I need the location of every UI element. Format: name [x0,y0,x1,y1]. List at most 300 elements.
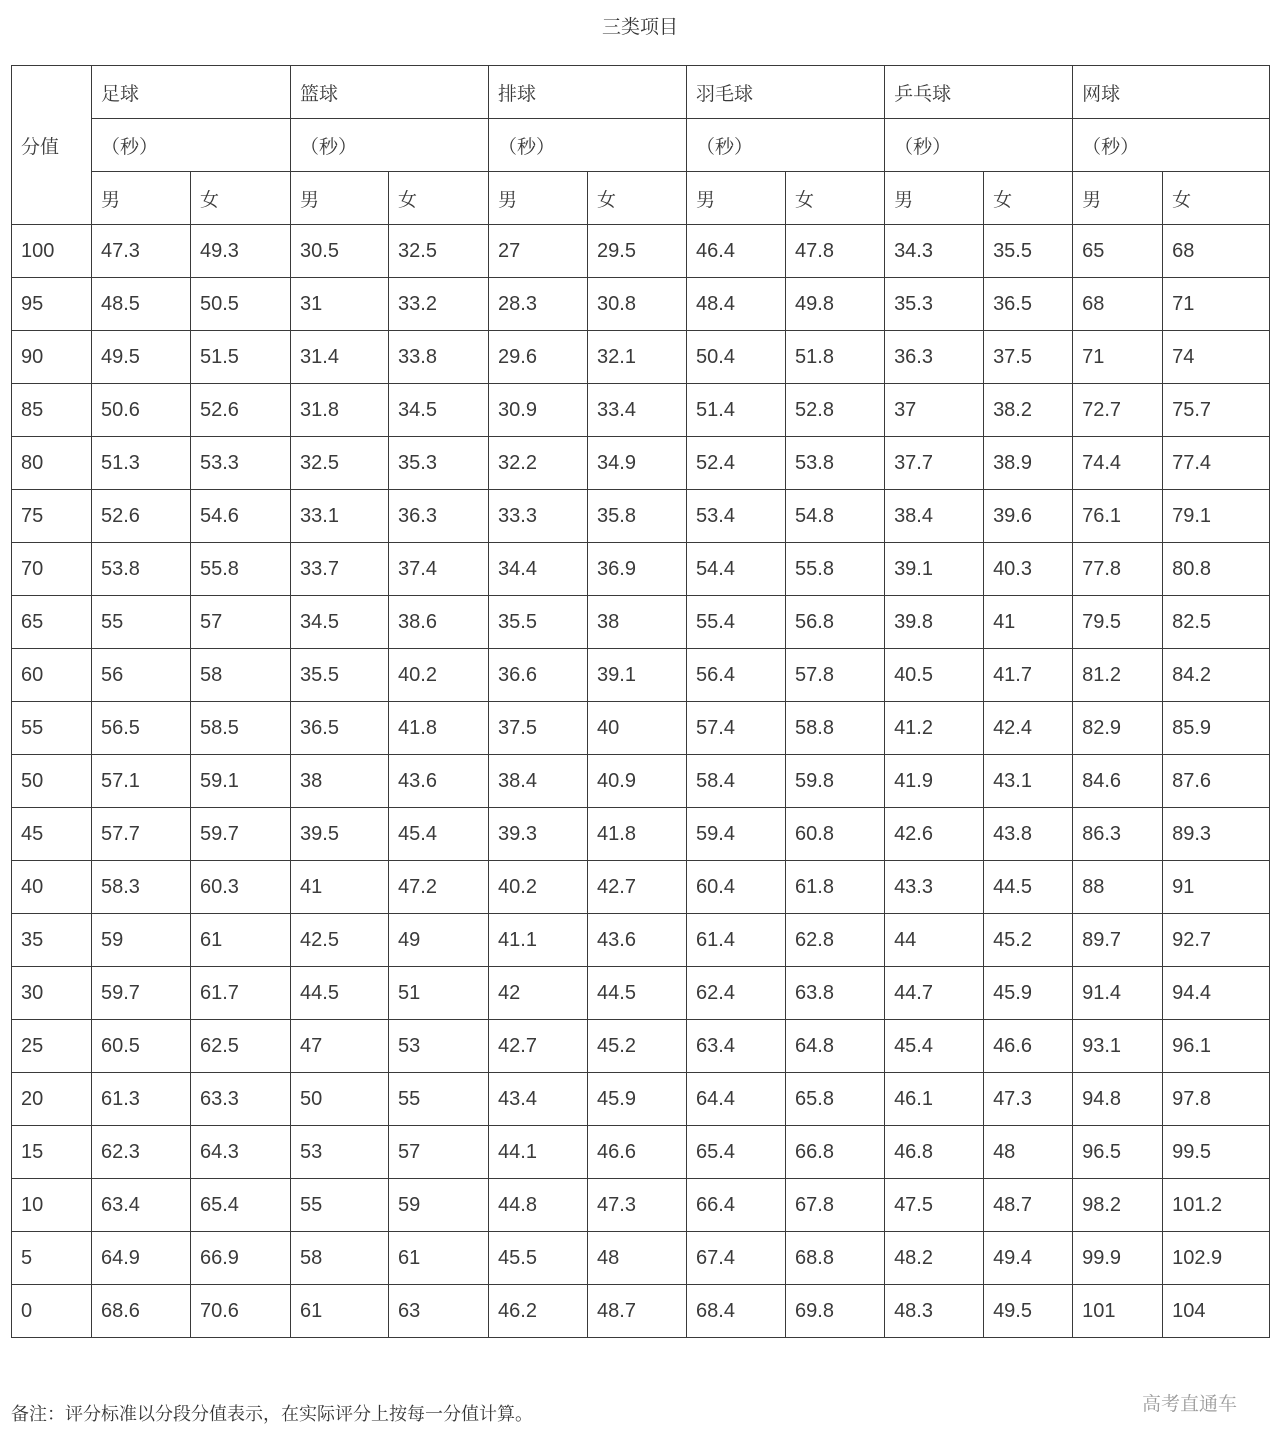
time-cell: 30.9 [489,384,588,437]
time-cell: 61 [389,1232,489,1285]
table-row [12,490,1270,543]
time-cell: 48.7 [588,1285,687,1338]
time-cell: 33.1 [291,490,389,543]
time-cell: 39.1 [885,543,984,596]
time-cell: 70.6 [191,1285,291,1338]
time-cell: 38.4 [885,490,984,543]
time-cell: 61.8 [786,861,885,914]
time-cell: 45.5 [489,1232,588,1285]
time-cell: 57 [389,1126,489,1179]
time-cell: 34.5 [291,596,389,649]
time-cell: 35.5 [489,596,588,649]
time-cell: 50.5 [191,278,291,331]
score-cell: 65 [12,596,92,649]
unit-header: （秒） [489,119,687,172]
time-cell: 33.8 [389,331,489,384]
time-cell: 38.2 [984,384,1073,437]
table-row [12,861,1270,914]
score-cell: 10 [12,1179,92,1232]
time-cell: 51.8 [786,331,885,384]
time-cell: 42.7 [588,861,687,914]
male-header: 男 [885,172,984,225]
time-cell: 71 [1073,331,1163,384]
time-cell: 58.5 [191,702,291,755]
time-cell: 94.8 [1073,1073,1163,1126]
time-cell: 49.3 [191,225,291,278]
score-cell: 70 [12,543,92,596]
time-cell: 40 [588,702,687,755]
time-cell: 30.8 [588,278,687,331]
time-cell: 65.8 [786,1073,885,1126]
time-cell: 59 [389,1179,489,1232]
score-cell: 100 [12,225,92,278]
sport-header: 足球 [92,66,291,119]
time-cell: 49.5 [984,1285,1073,1338]
time-cell: 36.5 [291,702,389,755]
page-title: 三类项目 [601,16,678,38]
time-cell: 101 [1073,1285,1163,1338]
time-cell: 49.8 [786,278,885,331]
time-cell: 47.5 [885,1179,984,1232]
time-cell: 61.7 [191,967,291,1020]
score-cell: 35 [12,914,92,967]
unit-header: （秒） [291,119,489,172]
time-cell: 58.4 [687,755,786,808]
time-cell: 55 [389,1073,489,1126]
female-header: 女 [588,172,687,225]
time-cell: 33.7 [291,543,389,596]
time-cell: 84.6 [1073,755,1163,808]
time-cell: 52.6 [191,384,291,437]
time-cell: 63.3 [191,1073,291,1126]
time-cell: 64.8 [786,1020,885,1073]
time-cell: 65.4 [687,1126,786,1179]
time-cell: 50 [291,1073,389,1126]
time-cell: 64.3 [191,1126,291,1179]
time-cell: 36.3 [389,490,489,543]
male-header: 男 [489,172,588,225]
time-cell: 36.3 [885,331,984,384]
time-cell: 74 [1163,331,1270,384]
time-cell: 55 [291,1179,389,1232]
time-cell: 45.2 [588,1020,687,1073]
time-cell: 56.4 [687,649,786,702]
female-header: 女 [786,172,885,225]
unit-header: （秒） [687,119,885,172]
time-cell: 32.2 [489,437,588,490]
table-row [12,702,1270,755]
header-row-sports [12,66,1270,119]
score-cell: 75 [12,490,92,543]
time-cell: 39.3 [489,808,588,861]
table-row [12,808,1270,861]
score-cell: 15 [12,1126,92,1179]
time-cell: 44.5 [291,967,389,1020]
time-cell: 59.4 [687,808,786,861]
time-cell: 68 [1163,225,1270,278]
time-cell: 34.3 [885,225,984,278]
time-cell: 96.5 [1073,1126,1163,1179]
time-cell: 61 [291,1285,389,1338]
time-cell: 47.8 [786,225,885,278]
time-cell: 57.8 [786,649,885,702]
time-cell: 54.6 [191,490,291,543]
time-cell: 44.7 [885,967,984,1020]
time-cell: 43.6 [389,755,489,808]
time-cell: 67.8 [786,1179,885,1232]
female-header: 女 [984,172,1073,225]
time-cell: 94.4 [1163,967,1270,1020]
female-header: 女 [1163,172,1270,225]
time-cell: 34.4 [489,543,588,596]
time-cell: 79.1 [1163,490,1270,543]
time-cell: 65.4 [191,1179,291,1232]
time-cell: 53 [291,1126,389,1179]
footnote: 备注：评分标准以分段分值表示，在实际评分上按每一分值计算。 [11,1404,533,1425]
time-cell: 38.4 [489,755,588,808]
time-cell: 40.5 [885,649,984,702]
time-cell: 36.5 [984,278,1073,331]
time-cell: 60.4 [687,861,786,914]
time-cell: 41 [291,861,389,914]
time-cell: 41.1 [489,914,588,967]
table-row [12,1126,1270,1179]
time-cell: 58 [291,1232,389,1285]
time-cell: 68.8 [786,1232,885,1285]
time-cell: 54.8 [786,490,885,543]
table-row [12,967,1270,1020]
time-cell: 61 [191,914,291,967]
time-cell: 53.8 [92,543,191,596]
time-cell: 43.1 [984,755,1073,808]
time-cell: 40.2 [389,649,489,702]
time-cell: 55 [92,596,191,649]
time-cell: 81.2 [1073,649,1163,702]
time-cell: 62.8 [786,914,885,967]
time-cell: 51.5 [191,331,291,384]
time-cell: 43.4 [489,1073,588,1126]
time-cell: 99.9 [1073,1232,1163,1285]
time-cell: 45.9 [588,1073,687,1126]
time-cell: 29.5 [588,225,687,278]
time-cell: 68.6 [92,1285,191,1338]
time-cell: 84.2 [1163,649,1270,702]
time-cell: 38.6 [389,596,489,649]
time-cell: 66.4 [687,1179,786,1232]
time-cell: 34.9 [588,437,687,490]
time-cell: 31 [291,278,389,331]
score-header: 分值 [12,66,92,225]
time-cell: 66.9 [191,1232,291,1285]
score-cell: 50 [12,755,92,808]
time-cell: 88 [1073,861,1163,914]
time-cell: 53 [389,1020,489,1073]
male-header: 男 [92,172,191,225]
score-cell: 85 [12,384,92,437]
time-cell: 46.1 [885,1073,984,1126]
time-cell: 55.8 [191,543,291,596]
time-cell: 45.2 [984,914,1073,967]
time-cell: 39.5 [291,808,389,861]
time-cell: 42.5 [291,914,389,967]
score-cell: 30 [12,967,92,1020]
sport-header: 乒乓球 [885,66,1073,119]
time-cell: 68.4 [687,1285,786,1338]
time-cell: 36.9 [588,543,687,596]
time-cell: 43.6 [588,914,687,967]
time-cell: 59 [92,914,191,967]
time-cell: 47 [291,1020,389,1073]
time-cell: 49.4 [984,1232,1073,1285]
time-cell: 91.4 [1073,967,1163,1020]
score-cell: 5 [12,1232,92,1285]
time-cell: 55.8 [786,543,885,596]
time-cell: 47.3 [984,1073,1073,1126]
time-cell: 87.6 [1163,755,1270,808]
time-cell: 75.7 [1163,384,1270,437]
time-cell: 50.6 [92,384,191,437]
male-header: 男 [687,172,786,225]
score-cell: 0 [12,1285,92,1338]
time-cell: 39.8 [885,596,984,649]
time-cell: 27 [489,225,588,278]
time-cell: 50.4 [687,331,786,384]
time-cell: 48 [984,1126,1073,1179]
table-row [12,1020,1270,1073]
time-cell: 72.7 [1073,384,1163,437]
time-cell: 82.5 [1163,596,1270,649]
time-cell: 47.2 [389,861,489,914]
time-cell: 58 [191,649,291,702]
time-cell: 85.9 [1163,702,1270,755]
time-cell: 48.7 [984,1179,1073,1232]
time-cell: 38.9 [984,437,1073,490]
score-cell: 95 [12,278,92,331]
time-cell: 48.4 [687,278,786,331]
table-row [12,755,1270,808]
time-cell: 45.4 [389,808,489,861]
male-header: 男 [1073,172,1163,225]
time-cell: 55.4 [687,596,786,649]
time-cell: 35.3 [389,437,489,490]
time-cell: 82.9 [1073,702,1163,755]
time-cell: 49 [389,914,489,967]
unit-header: （秒） [1073,119,1270,172]
table-row [12,225,1270,278]
time-cell: 41.7 [984,649,1073,702]
sport-header: 篮球 [291,66,489,119]
time-cell: 89.7 [1073,914,1163,967]
time-cell: 48.2 [885,1232,984,1285]
time-cell: 53.4 [687,490,786,543]
header-row-gender [12,172,1270,225]
time-cell: 42.4 [984,702,1073,755]
time-cell: 43.3 [885,861,984,914]
table-row [12,1285,1270,1338]
time-cell: 69.8 [786,1285,885,1338]
male-header: 男 [291,172,389,225]
time-cell: 63 [389,1285,489,1338]
time-cell: 61.3 [92,1073,191,1126]
table-row [12,1073,1270,1126]
score-cell: 55 [12,702,92,755]
time-cell: 47.3 [588,1179,687,1232]
time-cell: 52.4 [687,437,786,490]
time-cell: 41 [984,596,1073,649]
time-cell: 35.5 [291,649,389,702]
time-cell: 60.8 [786,808,885,861]
time-cell: 44.8 [489,1179,588,1232]
time-cell: 62.5 [191,1020,291,1073]
time-cell: 93.1 [1073,1020,1163,1073]
score-cell: 20 [12,1073,92,1126]
time-cell: 46.6 [588,1126,687,1179]
time-cell: 53.8 [786,437,885,490]
table-row [12,596,1270,649]
time-cell: 31.8 [291,384,389,437]
sport-header: 网球 [1073,66,1270,119]
time-cell: 45.4 [885,1020,984,1073]
time-cell: 65 [1073,225,1163,278]
time-cell: 57.4 [687,702,786,755]
time-cell: 32.1 [588,331,687,384]
time-cell: 59.7 [92,967,191,1020]
time-cell: 63.4 [687,1020,786,1073]
time-cell: 42.6 [885,808,984,861]
time-cell: 46.4 [687,225,786,278]
score-cell: 25 [12,1020,92,1073]
time-cell: 62.3 [92,1126,191,1179]
table-row [12,331,1270,384]
time-cell: 47.3 [92,225,191,278]
time-cell: 57 [191,596,291,649]
header-row-units [12,119,1270,172]
time-cell: 43.8 [984,808,1073,861]
score-cell: 45 [12,808,92,861]
time-cell: 66.8 [786,1126,885,1179]
watermark: 高考直通车 [1142,1393,1238,1415]
table-row [12,437,1270,490]
time-cell: 52.8 [786,384,885,437]
scoring-table [11,65,1270,1338]
time-cell: 102.9 [1163,1232,1270,1285]
time-cell: 74.4 [1073,437,1163,490]
time-cell: 38 [588,596,687,649]
time-cell: 63.4 [92,1179,191,1232]
time-cell: 58.8 [786,702,885,755]
time-cell: 31.4 [291,331,389,384]
time-cell: 37.5 [489,702,588,755]
time-cell: 41.8 [588,808,687,861]
time-cell: 32.5 [389,225,489,278]
unit-header: （秒） [885,119,1073,172]
time-cell: 37.4 [389,543,489,596]
time-cell: 57.7 [92,808,191,861]
time-cell: 35.3 [885,278,984,331]
time-cell: 28.3 [489,278,588,331]
score-cell: 80 [12,437,92,490]
table-row [12,384,1270,437]
time-cell: 91 [1163,861,1270,914]
time-cell: 33.2 [389,278,489,331]
time-cell: 76.1 [1073,490,1163,543]
time-cell: 57.1 [92,755,191,808]
time-cell: 60.5 [92,1020,191,1073]
time-cell: 86.3 [1073,808,1163,861]
table-row [12,543,1270,596]
time-cell: 46.8 [885,1126,984,1179]
time-cell: 56.8 [786,596,885,649]
time-cell: 61.4 [687,914,786,967]
time-cell: 37.7 [885,437,984,490]
time-cell: 96.1 [1163,1020,1270,1073]
time-cell: 64.4 [687,1073,786,1126]
time-cell: 99.5 [1163,1126,1270,1179]
table-row [12,278,1270,331]
time-cell: 77.4 [1163,437,1270,490]
time-cell: 35.8 [588,490,687,543]
time-cell: 59.7 [191,808,291,861]
time-cell: 40.2 [489,861,588,914]
time-cell: 33.3 [489,490,588,543]
time-cell: 36.6 [489,649,588,702]
score-cell: 40 [12,861,92,914]
table-row [12,1232,1270,1285]
time-cell: 42.7 [489,1020,588,1073]
time-cell: 48 [588,1232,687,1285]
time-cell: 41.2 [885,702,984,755]
time-cell: 58.3 [92,861,191,914]
table-row [12,914,1270,967]
time-cell: 97.8 [1163,1073,1270,1126]
time-cell: 71 [1163,278,1270,331]
time-cell: 44 [885,914,984,967]
time-cell: 37.5 [984,331,1073,384]
time-cell: 51 [389,967,489,1020]
time-cell: 60.3 [191,861,291,914]
time-cell: 48.3 [885,1285,984,1338]
time-cell: 42 [489,967,588,1020]
time-cell: 62.4 [687,967,786,1020]
time-cell: 44.1 [489,1126,588,1179]
female-header: 女 [389,172,489,225]
time-cell: 37 [885,384,984,437]
sport-header: 排球 [489,66,687,119]
time-cell: 49.5 [92,331,191,384]
time-cell: 46.2 [489,1285,588,1338]
time-cell: 63.8 [786,967,885,1020]
time-cell: 101.2 [1163,1179,1270,1232]
time-cell: 51.4 [687,384,786,437]
time-cell: 46.6 [984,1020,1073,1073]
time-cell: 48.5 [92,278,191,331]
table-row [12,1179,1270,1232]
time-cell: 44.5 [588,967,687,1020]
time-cell: 80.8 [1163,543,1270,596]
time-cell: 56 [92,649,191,702]
time-cell: 56.5 [92,702,191,755]
time-cell: 39.6 [984,490,1073,543]
time-cell: 52.6 [92,490,191,543]
time-cell: 40.3 [984,543,1073,596]
time-cell: 79.5 [1073,596,1163,649]
time-cell: 92.7 [1163,914,1270,967]
time-cell: 68 [1073,278,1163,331]
time-cell: 59.8 [786,755,885,808]
time-cell: 32.5 [291,437,389,490]
time-cell: 104 [1163,1285,1270,1338]
time-cell: 29.6 [489,331,588,384]
